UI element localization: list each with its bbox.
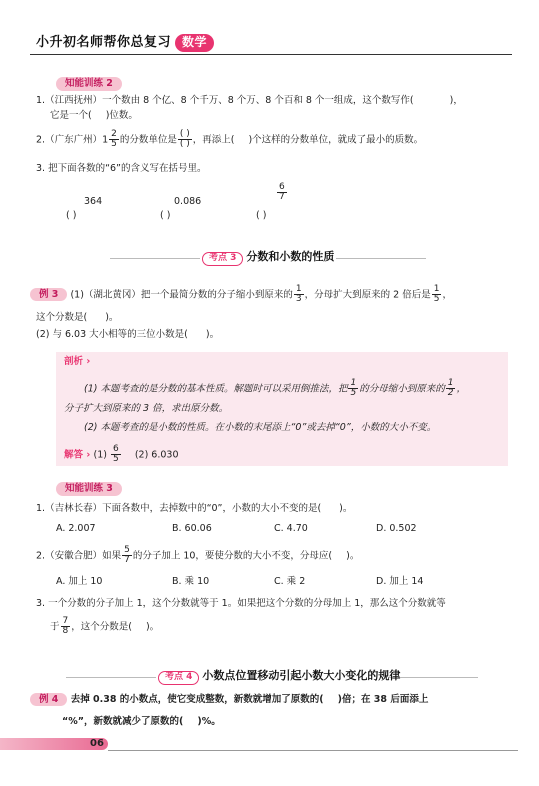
s3-q1-option-b: B. 60.06 [172,523,212,534]
answer-fraction-6-5 [111,445,121,465]
example-3-line-1 [30,285,452,305]
ex4-text-d: )%。 [197,716,221,727]
ex3-text-b: ，分母扩大到原来的 2 倍后是 [304,289,431,301]
analysis-text-a: (1) 本题考查的是分数的基本性质。解题时可以采用倒推法，把 [84,383,348,395]
s1-answer-blank-1: ( ) [66,210,77,221]
fraction-denominator: 5 [111,139,117,150]
analysis-label-text: 剖析 [64,356,84,367]
header-title [36,34,214,52]
ex4-text-c: “%”，新数就减少了原数的( [62,716,184,727]
s1-q2-mixed-fraction [109,130,119,150]
ex3-text-a: (1)（湖北黄冈）把一个最简分数的分子缩小到原来的 [70,289,293,301]
s3-question-2 [36,546,359,566]
s1-answer-blank-2: ( ) [160,210,171,221]
subject-badge: 数学 [175,34,214,52]
s3-q1-option-a: A. 2.007 [56,523,96,534]
topic4-badge: 考点 4 [158,671,199,685]
ex3-text-f: (2) 与 6.03 大小相等的三位小数是( [36,329,188,340]
fraction-numerator: 2 [111,129,117,139]
s1-q1-text-a: 1.（江西抚州）一个数由 8 个亿、8 个千万、8 个万、8 个百和 8 个一组成，这个数写作( [36,95,414,106]
s1-q2-text-b: 的分数单位是 [119,134,177,146]
fraction-numerator: 1 [350,378,357,388]
topic4-rule-left [66,677,156,678]
fraction-denominator: 2 [447,388,454,399]
s3-q2-option-c: C. 乘 2 [274,576,306,587]
answer-label: 解答 [64,449,84,461]
s3-q2-option-d: D. 加上 14 [376,576,424,587]
s1-number-0-086: 0.086 [174,196,202,207]
topic4-heading [158,669,400,685]
topic3-heading [202,250,334,266]
book-title: 小升初名师帮你总复习 [36,35,172,50]
s3-q3-text-b: 于 [50,621,60,633]
s1-question-3: 3. 把下面各数的“6”的含义写在括号里。 [36,163,207,174]
s1-q1-text-c: 它是一个( [50,110,92,121]
answer-part-2: (2) 6.030 [134,449,179,461]
topic4-rule-right [388,677,478,678]
s3-question-3-line-1: 3. 一个分数的分子加上 1，这个分数就等于 1。如果把这个分数的分母加上 1，那么这个分数就等 [36,598,446,609]
fraction-numerator: 6 [279,182,285,192]
ex3-text-d: 这个分数是( [36,312,88,323]
topic3-title: 分数和小数的性质 [246,250,335,263]
s3-q2-text-a: 2.（安徽合肥）如果 [36,550,122,562]
analysis-line-3: (2) 本题考查的是小数的性质。在小数的末尾添上“0”或去掉“0”，小数的大小不变。 [84,422,437,433]
s3-q1-text-a: 1.（吉林长春）下面各数中，去掉数中的“0”，小数的大小不变的是( [36,503,322,514]
s1-question-2 [36,130,423,150]
s3-q2-option-b: B. 乘 10 [172,576,210,587]
s1-q1-text-b: )， [449,95,463,106]
header-rule [30,54,512,55]
answer-part-1-label: (1) [93,449,108,461]
topic3-badge: 考点 3 [202,252,243,266]
s1-fraction-6-7 [276,183,288,203]
example-3-line-3 [36,329,219,341]
ex3-text-e: )。 [105,312,119,323]
s3-q3-fraction-7-8 [61,617,71,637]
s3-q2-text-b: 的分子加上 10，要使分数的大小不变，分母应( [132,550,333,562]
fraction-numerator: 6 [113,444,119,454]
example-4-line-1 [30,694,428,706]
example-3-label: 例 3 [30,288,67,301]
analysis-fraction-1-2 [446,379,456,399]
fraction-denominator: 8 [62,626,69,637]
ex4-text-b: )倍；在 38 后面添上 [337,694,429,705]
s3-q2-fraction-5-7 [122,546,132,566]
section-label-training-3: 知能训练 3 [56,482,122,496]
s3-question-3-line-2 [50,617,159,637]
example-4-line-2 [62,716,221,728]
fraction-numerator: 1 [433,284,440,294]
page-footer-rule [108,750,518,751]
analysis-text-b: 的分母缩小到原来的 [359,383,445,395]
s3-q2-option-a: A. 加上 10 [56,576,103,587]
fraction-denominator: 5 [433,294,440,305]
s1-q1-text-d: )位数。 [105,110,138,121]
ex3-fraction-1-3 [294,285,304,305]
answer-line: 解答 › (1) $\frac{6}{5}$ (2) 6.030 [64,444,179,465]
fraction-numerator: 1 [447,378,454,388]
fraction-denominator: 5 [113,454,119,465]
s1-q2-text-a: 2.（广东广州）1 [36,134,109,146]
s3-q3-text-c: ，这个分数是( [71,621,132,633]
example-3-line-2 [36,312,118,324]
s3-q3-text-d: )。 [145,621,160,633]
s3-q1-text-b: )。 [339,503,353,514]
topic4-title: 小数点位置移动引起小数大小变化的规律 [202,669,401,682]
s1-question-1-line-1 [36,95,463,107]
ex3-fraction-1-5 [432,285,442,305]
fraction-denominator: 7 [124,555,130,566]
section-label-training-2: 知能训练 2 [56,77,122,91]
fraction-denominator: ( ) [179,139,190,150]
s1-question-1-line-2 [50,110,138,122]
analysis-text-c: ， [456,383,466,395]
fraction-numerator: 7 [62,616,69,626]
topic3-rule-right [336,258,426,259]
fraction-denominator: 5 [350,388,357,399]
topic3-rule-left [110,258,200,259]
analysis-fraction-1-5 [348,379,358,399]
fraction-numerator: 5 [124,545,130,555]
ex3-text-g: )。 [205,329,220,340]
example-4-label: 例 4 [30,693,67,706]
page-number: 06 [90,738,104,749]
s3-q1-option-d: D. 0.502 [376,523,417,534]
fraction-denominator: 3 [295,294,302,305]
fraction-numerator: 1 [295,284,302,294]
s3-q2-text-c: )。 [346,550,360,562]
s1-number-364: 364 [84,196,103,207]
s3-q1-option-c: C. 4.70 [274,523,308,534]
s3-question-1 [36,503,352,515]
s1-answer-blank-3: ( ) [256,210,267,221]
analysis-label: 剖析 › [64,356,91,367]
ex3-text-c: ， [442,289,452,301]
s1-q2-text-d: )个这样的分数单位，就成了最小的质数。 [248,134,424,146]
s1-q2-blank-fraction [178,130,192,150]
analysis-line-1 [84,379,466,399]
s1-q2-text-c: ，再添上( [192,134,235,146]
ex4-text-a: 去掉 0.38 的小数点，使它变成整数，新数就增加了原数的( [70,694,324,705]
fraction-denominator: 7 [279,192,285,203]
fraction-numerator: ( ) [179,129,190,139]
analysis-line-2: 分子扩大到原来的 3 倍，求出原分数。 [64,403,229,414]
